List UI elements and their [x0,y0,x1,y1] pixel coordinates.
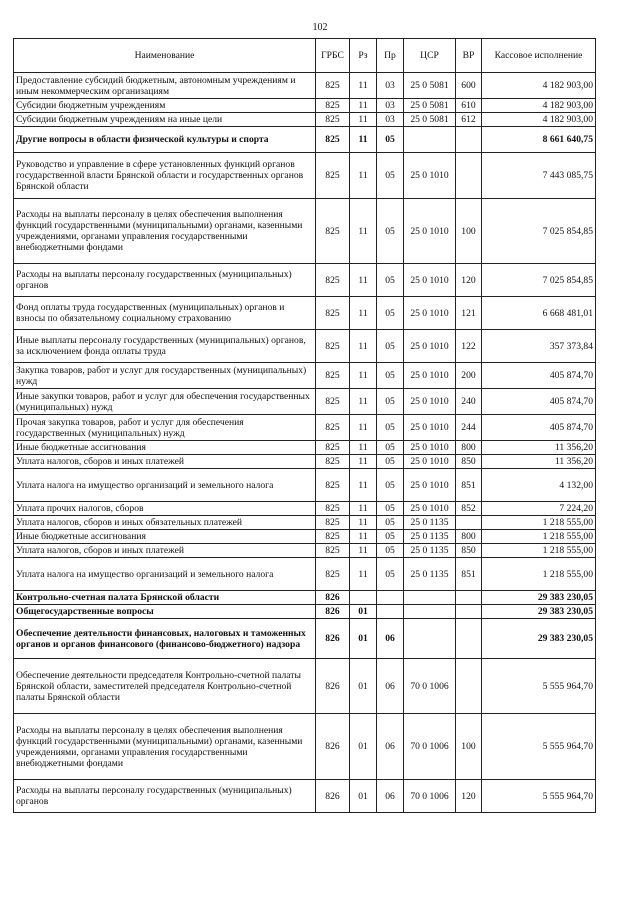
table-row [14,99,596,113]
cell-name: Уплата налога на имущество организаций и земельного налога [14,469,316,502]
page-number: 102 [312,22,328,33]
cell-rz: 11 [350,199,377,264]
cell-pr: 05 [377,199,404,264]
cell-name: Расходы на выплаты персоналу в целях обеспечения выполнения функций государственными (муниципальными) органами, казенными учреждениями, органами управления государственными внебюджетными фондами [14,199,316,264]
table-row [14,389,596,415]
cell-amount: 29 383 230,05 [482,605,596,619]
cell-vr: 120 [456,780,482,813]
cell-vr: 850 [456,455,482,469]
table-row [14,73,596,99]
cell-name: Расходы на выплаты персоналу государственных (муниципальных) органов [14,264,316,297]
cell-vr: 851 [456,558,482,591]
cell-grbs: 825 [316,469,350,502]
table-row [14,297,596,330]
table-row [14,264,596,297]
cell-vr: 100 [456,714,482,780]
cell-name: Контрольно-счетная палата Брянской области [14,591,316,605]
cell-name: Уплата налога на имущество организаций и земельного налога [14,558,316,591]
table-row [14,530,596,544]
cell-grbs: 826 [316,605,350,619]
cell-pr: 03 [377,99,404,113]
cell-rz: 11 [350,330,377,363]
cell-name: Субсидии бюджетным учреждениям на иные цели [14,113,316,127]
cell-rz: 11 [350,99,377,113]
cell-pr: 06 [377,659,404,714]
cell-rz: 11 [350,264,377,297]
table-body [14,73,596,813]
cell-name: Уплата налогов, сборов и иных платежей [14,544,316,558]
cell-csr: 25 0 1010 [404,502,456,516]
cell-pr: 05 [377,264,404,297]
cell-grbs: 825 [316,516,350,530]
cell-grbs: 826 [316,714,350,780]
cell-csr: 25 0 1135 [404,516,456,530]
cell-grbs: 825 [316,530,350,544]
cell-grbs: 826 [316,591,350,605]
header-csr: ЦСР [404,39,456,73]
cell-rz: 11 [350,455,377,469]
cell-vr [456,153,482,199]
cell-rz: 11 [350,469,377,502]
cell-amount: 1 218 555,00 [482,544,596,558]
table-row [14,714,596,780]
cell-amount: 1 218 555,00 [482,516,596,530]
cell-amount: 4 132,00 [482,469,596,502]
cell-amount: 7 025 854,85 [482,199,596,264]
cell-vr: 612 [456,113,482,127]
header-rz: Рз [350,39,377,73]
cell-rz: 11 [350,558,377,591]
table-row [14,415,596,441]
header-grbs: ГРБС [316,39,350,73]
cell-grbs: 825 [316,199,350,264]
cell-amount: 4 182 903,00 [482,73,596,99]
cell-pr: 05 [377,363,404,389]
cell-name: Иные бюджетные ассигнования [14,530,316,544]
cell-grbs: 825 [316,441,350,455]
cell-rz: 11 [350,516,377,530]
cell-name: Руководство и управление в сфере установленных функций органов государственной власти Брянской области и государственных органов Брянской области [14,153,316,199]
cell-csr [404,591,456,605]
cell-amount: 1 218 555,00 [482,530,596,544]
cell-amount: 5 555 964,70 [482,659,596,714]
cell-grbs: 825 [316,153,350,199]
cell-csr [404,605,456,619]
header-amount: Кассовое исполнение [482,39,596,73]
cell-pr: 05 [377,415,404,441]
cell-amount: 7 025 854,85 [482,264,596,297]
table-row [14,127,596,153]
cell-amount: 7 224,20 [482,502,596,516]
cell-pr: 05 [377,530,404,544]
cell-name: Субсидии бюджетным учреждениям [14,99,316,113]
cell-name: Расходы на выплаты персоналу в целях обеспечения выполнения функций государственными (муниципальными) органами, казенными учреждениями, органами управления государственными внебюджетными фондами [14,714,316,780]
cell-pr: 05 [377,330,404,363]
cell-rz: 11 [350,113,377,127]
cell-vr: 240 [456,389,482,415]
table-header-row [14,39,596,73]
cell-grbs: 825 [316,113,350,127]
cell-vr [456,591,482,605]
table-row [14,153,596,199]
cell-rz: 01 [350,714,377,780]
cell-pr: 05 [377,558,404,591]
header-name: Наименование [14,39,316,73]
cell-csr: 25 0 1010 [404,389,456,415]
cell-csr: 25 0 1010 [404,264,456,297]
cell-csr: 25 0 1010 [404,199,456,264]
budget-execution-table [13,38,596,813]
cell-grbs: 825 [316,455,350,469]
cell-grbs: 826 [316,619,350,659]
cell-csr: 25 0 5081 [404,113,456,127]
table-row [14,441,596,455]
cell-name: Обеспечение деятельности финансовых, налоговых и таможенных органов и органов финансового (финансово-бюджетного) надзора [14,619,316,659]
header-vr: ВР [456,39,482,73]
cell-name: Иные выплаты персоналу государственных (муниципальных) органов, за исключением фонда оплаты труда [14,330,316,363]
cell-name: Предоставление субсидий бюджетным, автономным учреждениям и иным некоммерческим организациям [14,73,316,99]
cell-amount: 11 356,20 [482,455,596,469]
cell-grbs: 825 [316,330,350,363]
cell-name: Иные закупки товаров, работ и услуг для обеспечения государственных (муниципальных) нужд [14,389,316,415]
cell-csr: 25 0 5081 [404,73,456,99]
cell-name: Фонд оплаты труда государственных (муниципальных) органов и взносы по обязательному социальному страхованию [14,297,316,330]
cell-vr: 200 [456,363,482,389]
cell-csr: 25 0 1135 [404,558,456,591]
cell-grbs: 825 [316,264,350,297]
table-row [14,516,596,530]
cell-rz: 11 [350,127,377,153]
cell-amount: 357 373,84 [482,330,596,363]
cell-name: Уплата налогов, сборов и иных платежей [14,455,316,469]
cell-amount: 405 874,70 [482,389,596,415]
cell-csr: 70 0 1006 [404,714,456,780]
table-row [14,605,596,619]
cell-amount: 405 874,70 [482,415,596,441]
cell-pr [377,605,404,619]
cell-rz: 11 [350,153,377,199]
cell-rz: 11 [350,544,377,558]
cell-rz: 01 [350,605,377,619]
cell-vr: 600 [456,73,482,99]
cell-rz: 11 [350,441,377,455]
cell-csr: 70 0 1006 [404,659,456,714]
cell-pr: 05 [377,297,404,330]
cell-pr: 05 [377,153,404,199]
cell-pr: 06 [377,780,404,813]
cell-amount: 6 668 481,01 [482,297,596,330]
cell-amount: 405 874,70 [482,363,596,389]
cell-rz: 11 [350,502,377,516]
cell-pr: 05 [377,441,404,455]
cell-csr: 25 0 1135 [404,544,456,558]
cell-grbs: 826 [316,659,350,714]
cell-name: Прочая закупка товаров, работ и услуг для обеспечения государственных (муниципальных) нужд [14,415,316,441]
cell-csr: 25 0 1010 [404,415,456,441]
cell-grbs: 825 [316,415,350,441]
table-row [14,544,596,558]
cell-vr: 100 [456,199,482,264]
cell-csr: 25 0 1010 [404,330,456,363]
cell-csr: 25 0 1010 [404,455,456,469]
cell-rz: 01 [350,659,377,714]
cell-amount: 8 661 640,75 [482,127,596,153]
cell-name: Общегосударственные вопросы [14,605,316,619]
cell-grbs: 825 [316,502,350,516]
cell-pr: 05 [377,544,404,558]
table-row [14,659,596,714]
table-row [14,199,596,264]
cell-csr: 25 0 1010 [404,363,456,389]
cell-csr: 25 0 1010 [404,297,456,330]
table-row [14,363,596,389]
cell-grbs: 825 [316,544,350,558]
cell-grbs: 825 [316,297,350,330]
cell-pr: 03 [377,73,404,99]
table-row [14,469,596,502]
cell-pr: 05 [377,469,404,502]
cell-name: Расходы на выплаты персоналу государственных (муниципальных) органов [14,780,316,813]
cell-grbs: 826 [316,780,350,813]
cell-rz: 11 [350,363,377,389]
table-row [14,619,596,659]
cell-grbs: 825 [316,558,350,591]
cell-vr: 800 [456,530,482,544]
cell-amount: 4 182 903,00 [482,113,596,127]
cell-grbs: 825 [316,363,350,389]
cell-rz [350,591,377,605]
table-row [14,113,596,127]
cell-vr: 850 [456,544,482,558]
cell-amount: 5 555 964,70 [482,714,596,780]
cell-vr: 610 [456,99,482,113]
cell-csr: 70 0 1006 [404,780,456,813]
cell-pr: 05 [377,502,404,516]
cell-vr [456,605,482,619]
cell-rz: 11 [350,297,377,330]
cell-vr: 120 [456,264,482,297]
cell-vr: 851 [456,469,482,502]
cell-name: Иные бюджетные ассигнования [14,441,316,455]
cell-rz: 11 [350,389,377,415]
cell-pr: 05 [377,389,404,415]
cell-amount: 29 383 230,05 [482,619,596,659]
cell-vr: 852 [456,502,482,516]
table-row [14,558,596,591]
table-row [14,455,596,469]
cell-csr: 25 0 1135 [404,530,456,544]
cell-amount: 29 383 230,05 [482,591,596,605]
cell-vr [456,127,482,153]
cell-rz: 11 [350,73,377,99]
cell-csr: 25 0 5081 [404,99,456,113]
cell-csr [404,127,456,153]
cell-amount: 5 555 964,70 [482,780,596,813]
cell-grbs: 825 [316,389,350,415]
table-row [14,502,596,516]
cell-amount: 1 218 555,00 [482,558,596,591]
cell-name: Закупка товаров, работ и услуг для государственных (муниципальных) нужд [14,363,316,389]
cell-rz: 11 [350,530,377,544]
cell-name: Обеспечение деятельности председателя Контрольно-счетной палаты Брянской области, заместителей председателя Контрольно-счетной палаты Брянской области [14,659,316,714]
cell-csr [404,619,456,659]
cell-amount: 7 443 085,75 [482,153,596,199]
cell-vr [456,516,482,530]
cell-csr: 25 0 1010 [404,469,456,502]
cell-pr: 05 [377,127,404,153]
cell-vr: 800 [456,441,482,455]
cell-name: Другие вопросы в области физической культуры и спорта [14,127,316,153]
cell-grbs: 825 [316,73,350,99]
cell-vr: 244 [456,415,482,441]
cell-grbs: 825 [316,127,350,153]
cell-rz: 01 [350,780,377,813]
cell-pr: 06 [377,619,404,659]
cell-vr [456,659,482,714]
cell-pr: 05 [377,455,404,469]
cell-vr [456,619,482,659]
table-row [14,780,596,813]
cell-pr [377,591,404,605]
cell-rz: 01 [350,619,377,659]
cell-vr: 122 [456,330,482,363]
table-row [14,591,596,605]
cell-amount: 4 182 903,00 [482,99,596,113]
cell-csr: 25 0 1010 [404,153,456,199]
cell-vr: 121 [456,297,482,330]
header-pr: Пр [377,39,404,73]
table-row [14,330,596,363]
cell-pr: 06 [377,714,404,780]
cell-grbs: 825 [316,99,350,113]
cell-name: Уплата прочих налогов, сборов [14,502,316,516]
cell-csr: 25 0 1010 [404,441,456,455]
cell-rz: 11 [350,415,377,441]
cell-pr: 03 [377,113,404,127]
cell-amount: 11 356,20 [482,441,596,455]
cell-pr: 05 [377,516,404,530]
cell-name: Уплата налогов, сборов и иных обязательных платежей [14,516,316,530]
